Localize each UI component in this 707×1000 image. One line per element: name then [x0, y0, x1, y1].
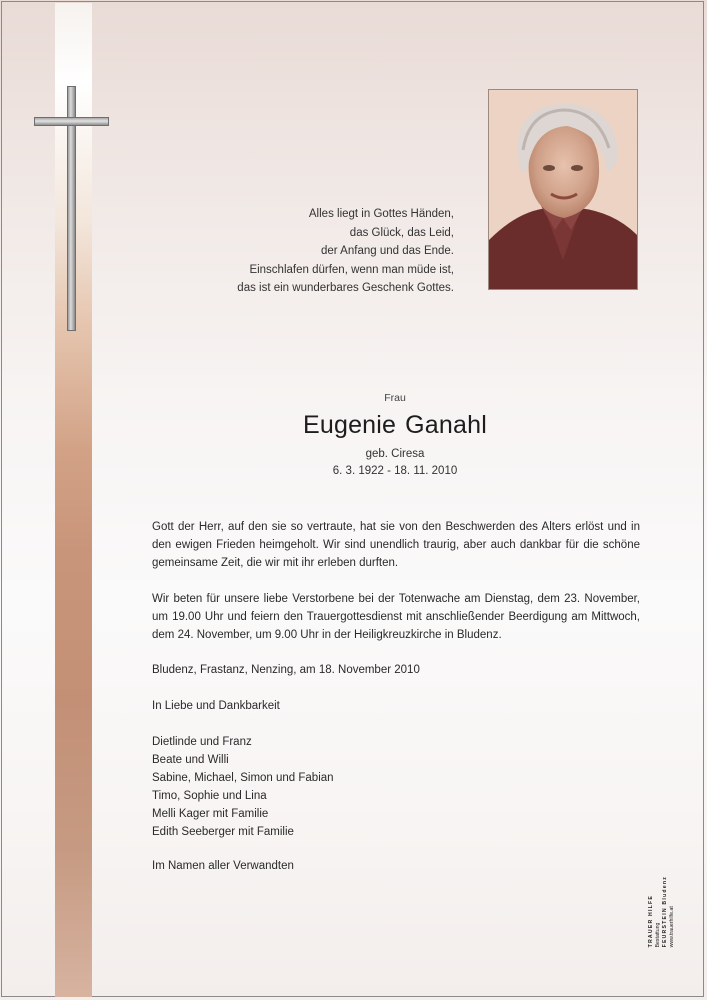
poem-line: Alles liegt in Gottes Händen, [308, 208, 454, 220]
place-date: Bludenz, Frastanz, Nenzing, am 18. November 2010 [152, 664, 420, 676]
announcement-paragraph: Gott der Herr, auf den sie so vertraute, hat sie von den Beschwerden des Alters erlöst und in den ewigen Frieden heimgeholt. Wir sind unendlich traurig, aber auch dankbar für die schöne gemeinsame Zeit, die wir mit ihr erleben durften. [152, 521, 640, 569]
cross-icon [34, 86, 109, 331]
poem-line: das ist ein wunderbares Geschenk Gottes. [237, 282, 454, 294]
salutation: Frau [384, 392, 406, 404]
signature-line: Im Namen aller Verwandten [152, 860, 294, 872]
mourner-entry: Sabine, Michael, Simon und Fabian [152, 772, 334, 784]
poem-line: der Anfang und das Ende. [321, 245, 454, 257]
first-name: Eugenie [303, 411, 397, 439]
life-dates: 6. 3. 1922 - 18. 11. 2010 [332, 465, 458, 477]
logo-company: FEURSTEIN Bludenz [662, 876, 668, 948]
deceased-name [200, 411, 590, 440]
logo-website: www.trauerhilfe.at [669, 906, 675, 948]
last-name: Ganahl [405, 411, 487, 439]
mourner-entry: Dietlinde und Franz [152, 736, 252, 748]
poem-line: Einschlafen dürfen, wenn man müde ist, [249, 263, 454, 276]
mourner-entry: Edith Seeberger mit Familie [152, 826, 294, 838]
mourners-list [152, 733, 640, 841]
service-paragraph: Wir beten für unsere liebe Verstorbene bei der Totenwache am Dienstag, dem 23. November, um 19.00 Uhr und feiern den Trauergottesdienst mit anschließender Beerdigung am Mittwoch, dem 24. November, um 9.00 Uhr in der Heiligkreuzkirche in Bludenz. [152, 593, 640, 641]
poem [154, 205, 454, 298]
mourner-entry: Timo, Sophie und Lina [152, 790, 267, 802]
logo-subtitle: Bestattung [655, 922, 661, 948]
mourner-entry: Melli Kager mit Familie [152, 808, 269, 820]
closing-phrase: In Liebe und Dankbarkeit [152, 700, 280, 712]
birth-name: geb. Ciresa [365, 448, 425, 460]
poem-line: das Glück, das Leid, [349, 226, 454, 239]
portrait-photo [488, 89, 638, 290]
mourner-entry: Beate und Willi [152, 754, 229, 766]
logo-title: TRAUER HILFE [648, 894, 654, 948]
undertaker-logo [648, 876, 694, 980]
